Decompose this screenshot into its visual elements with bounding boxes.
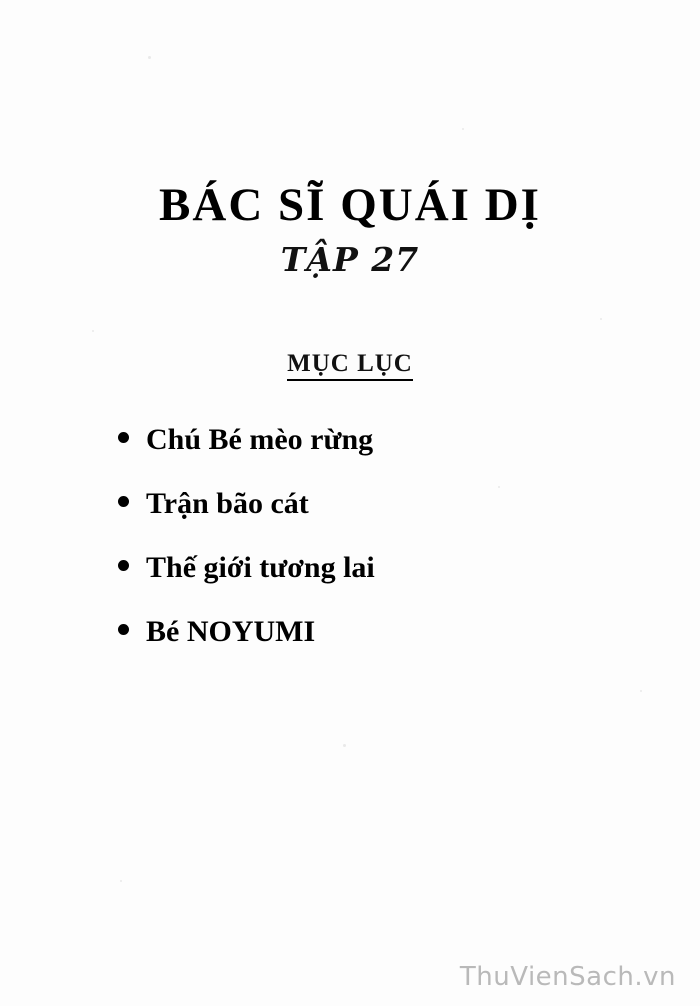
- volume-label: TẬP 27: [280, 240, 420, 279]
- table-of-contents-list: [118, 423, 638, 679]
- paper-speck: [462, 128, 464, 130]
- list-item-label: Trận bão cát: [146, 487, 309, 520]
- list-item-label: Thế giới tương lai: [146, 551, 375, 584]
- paper-speck: [120, 880, 122, 882]
- list-item-label: Bé NOYUMI: [146, 615, 316, 648]
- bullet-icon: [118, 560, 129, 571]
- list-item-label: Chú Bé mèo rừng: [146, 423, 374, 456]
- watermark: ThuVienSach.vn: [459, 962, 676, 992]
- page-title: BÁC SĨ QUÁI DỊ: [159, 179, 541, 231]
- bullet-icon: [118, 432, 129, 443]
- list-item[interactable]: [118, 487, 638, 521]
- paper-speck: [600, 318, 602, 320]
- table-of-contents-heading: [0, 350, 700, 378]
- toc-heading-text: MỤC LỤC: [287, 350, 413, 381]
- paper-speck: [92, 330, 94, 332]
- paper-speck: [343, 744, 346, 747]
- list-item[interactable]: [118, 423, 638, 457]
- list-item[interactable]: [118, 615, 638, 649]
- paper-speck: [148, 56, 151, 59]
- bullet-icon: [118, 496, 129, 507]
- bullet-icon: [118, 624, 129, 635]
- list-item[interactable]: [118, 551, 638, 585]
- paper-speck: [640, 690, 642, 692]
